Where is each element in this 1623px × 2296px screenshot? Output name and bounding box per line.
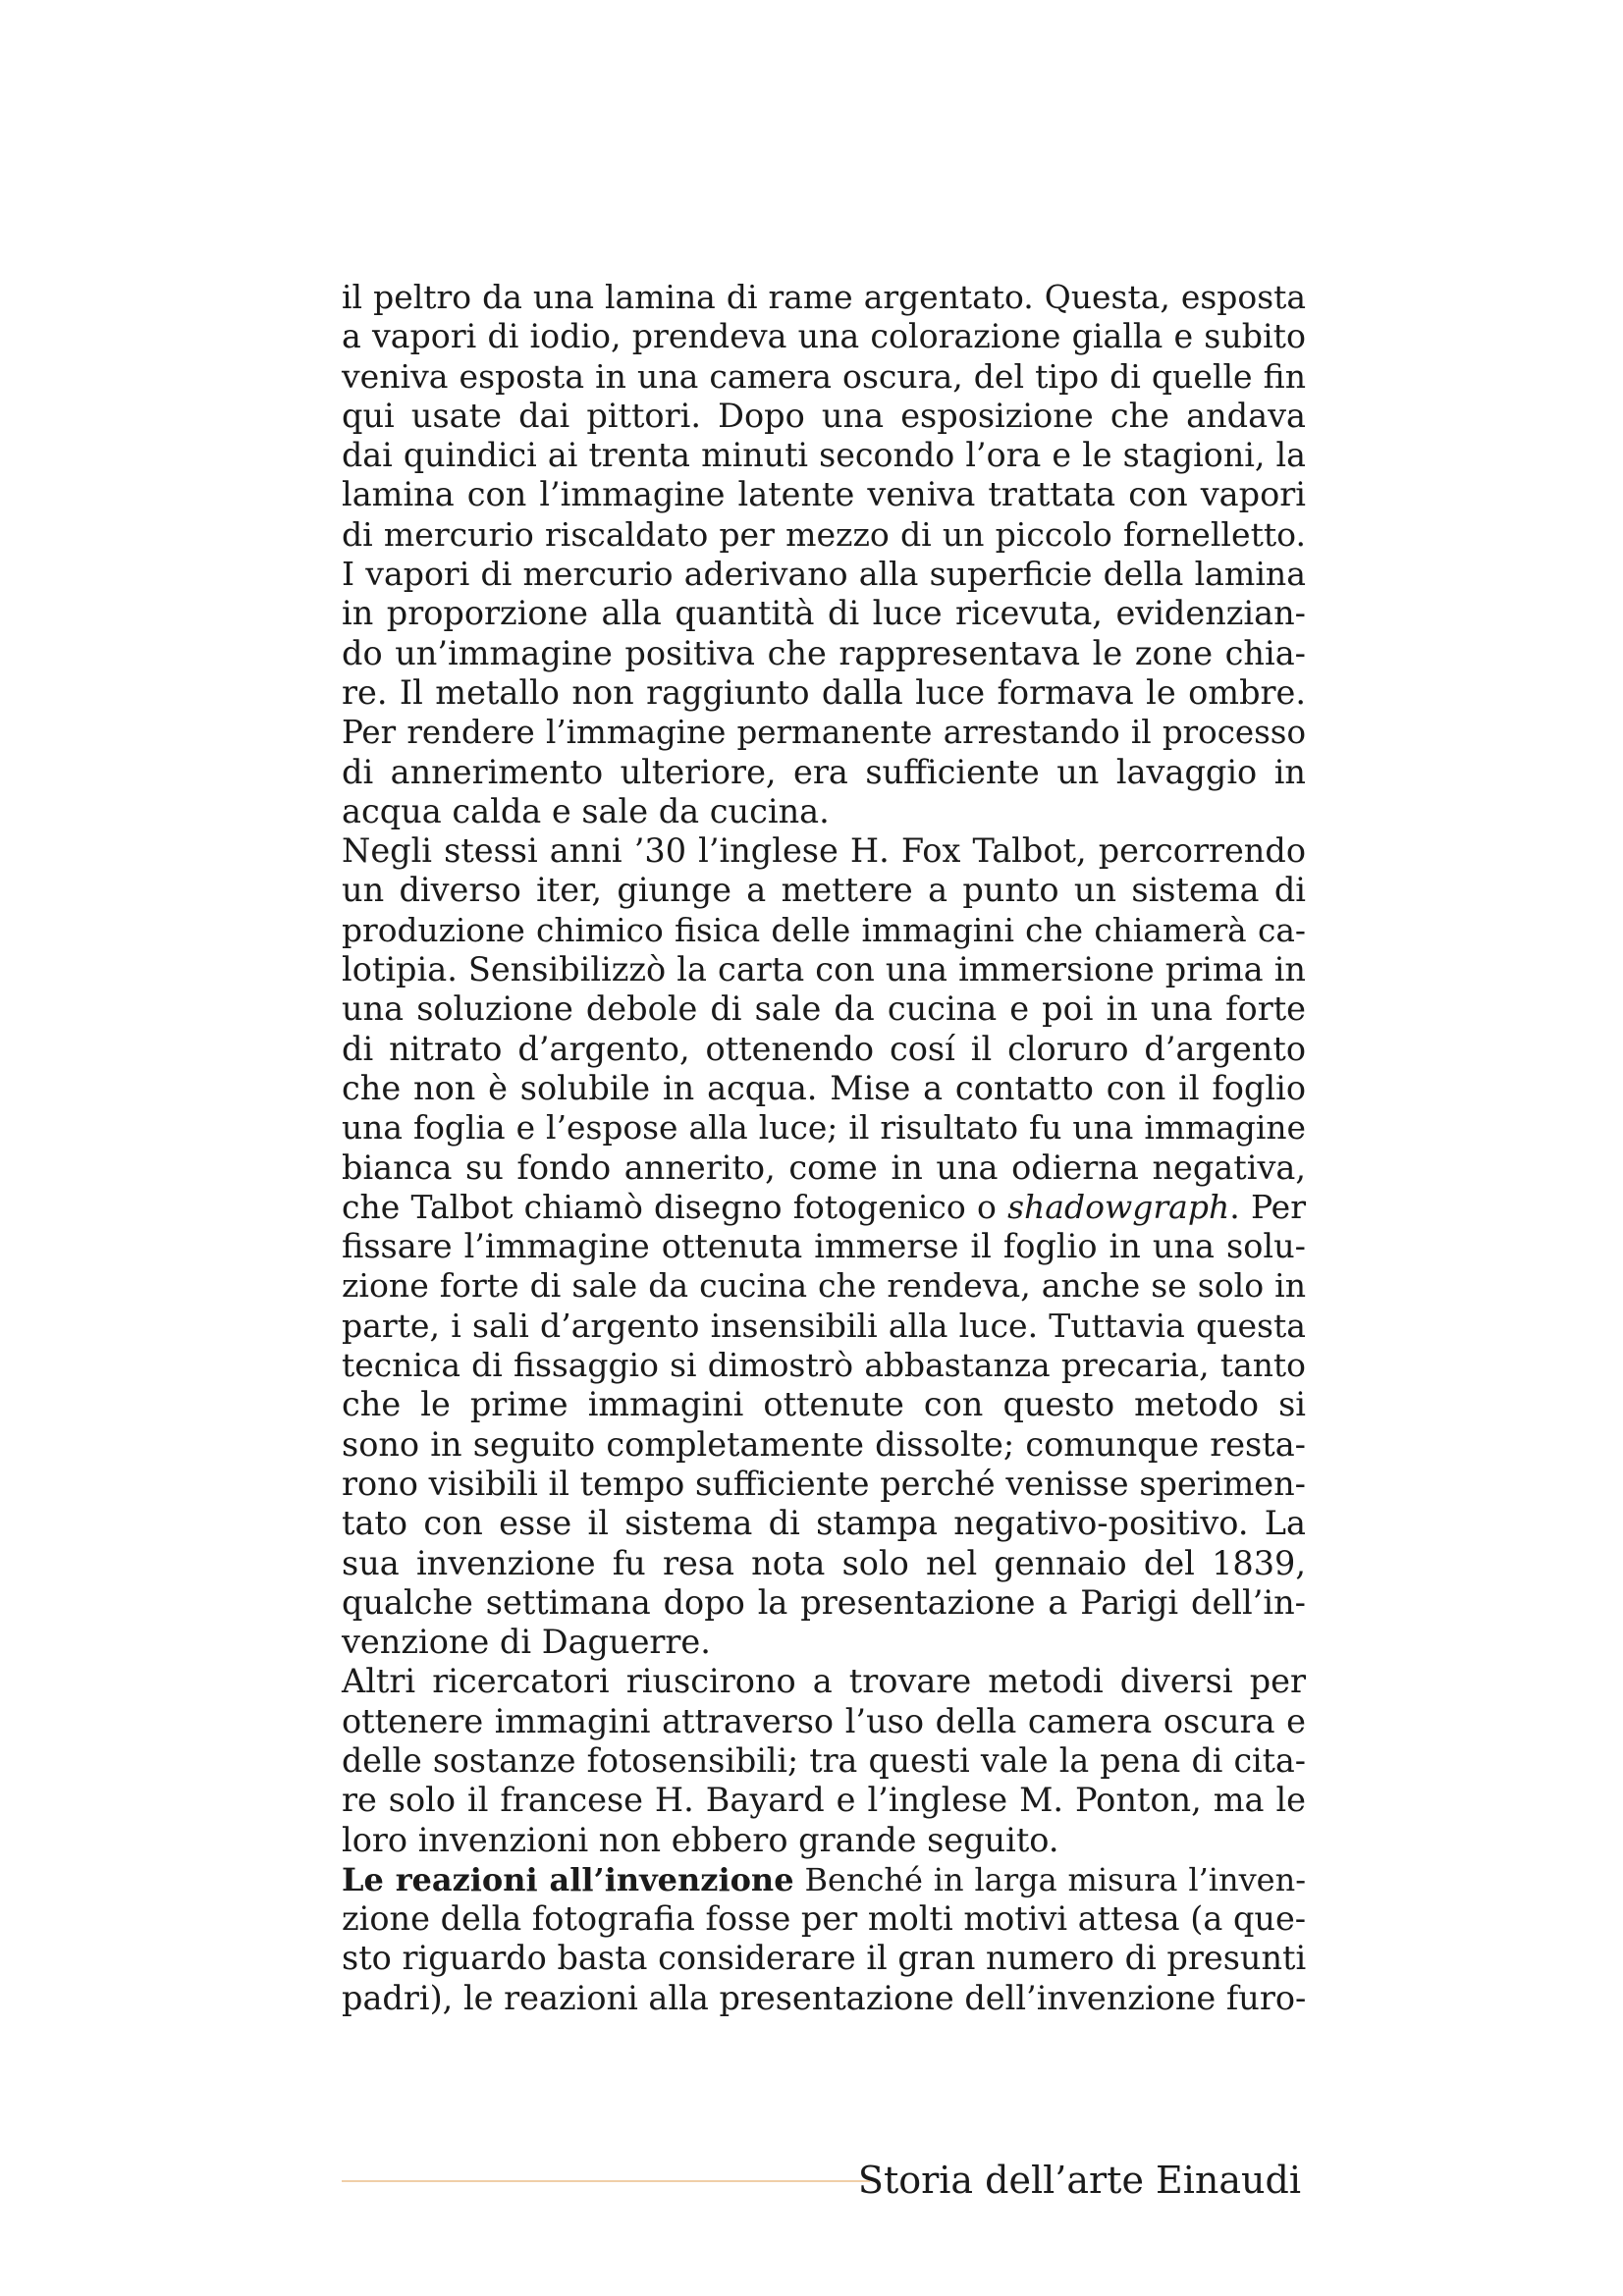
text-line: che le prime immagini ottenute con questo metodo si [342,1385,1306,1424]
text-segment: Benché in larga misura l’inven- [793,1860,1306,1898]
text-line: loro invenzioni non ebbero grande seguito. [342,1820,1059,1859]
text-line-shadowgraph [342,1188,1306,1227]
text-line: fissare l’immagine ottenuta immerse il foglio in una solu- [342,1227,1306,1266]
text-line: Negli stessi anni ’30 l’inglese H. Fox Talbot, percorrendo [342,831,1306,871]
text-line: padri), le reazioni alla presentazione dell’invenzione furo- [342,1978,1307,2017]
text-line: di mercurio riscaldato per mezzo di un piccolo fornelletto. [342,514,1306,554]
footer-publication-title: Storia dell’arte Einaudi [857,2159,1301,2202]
text-line: lamina con l’immagine latente veniva trattata con vapori [342,475,1306,514]
text-line: qualche settimana dopo la presentazione a Parigi dell’in- [342,1582,1306,1622]
text-line: il peltro da una lamina di rame argentato. Questa, esposta [342,278,1306,316]
text-line-section-start [342,1860,1306,1899]
text-line: produzione chimico fisica delle immagini che chiamerà ca- [342,911,1306,949]
text-segment: che Talbot chiamò disegno fotogenico o [342,1187,1008,1226]
text-line: che non è solubile in acqua. Mise a contatto con il foglio [342,1068,1306,1107]
text-line: re solo il francese H. Bayard e l’inglese M. Ponton, ma le [342,1781,1306,1820]
text-line: I vapori di mercurio aderivano alla superficie della lamina [342,555,1306,594]
text-line: tecnica di fissaggio si dimostrò abbastanza precaria, tanto [342,1346,1306,1385]
text-line: zione della fotografia fosse per molti motivi attesa (a que- [342,1899,1307,1939]
text-line: di annerimento ulteriore, era sufficiente un lavaggio in [342,752,1306,791]
text-line: una foglia e l’espose alla luce; il risultato fu una immagine [342,1108,1306,1148]
section-heading: Le reazioni all’invenzione [342,1860,794,1898]
text-line: re. Il metallo non raggiunto dalla luce formava le ombre. [342,672,1306,712]
text-line: sto riguardo basta considerare il gran numero di presunti [342,1939,1307,1978]
text-line: veniva esposta in una camera oscura, del tipo di quelle fin [342,356,1306,396]
text-line: delle sostanze fotosensibili; tra questi vale la pena di cita- [342,1740,1306,1780]
text-line: lotipia. Sensibilizzò la carta con una immersione prima in [342,950,1306,989]
text-line: bianca su fondo annerito, come in una odierna negativa, [342,1148,1306,1187]
text-segment: . Per [1229,1187,1306,1226]
text-line: acqua calda e sale da cucina. [342,791,830,830]
text-line: tato con esse il sistema di stampa negativo-positivo. La [342,1504,1306,1543]
body-text [342,278,1306,2018]
text-line: do un’immagine positiva che rappresentava le zone chia- [342,633,1306,672]
text-line: un diverso iter, giunge a mettere a punto un sistema di [342,871,1306,910]
text-line: Altri ricercatori riuscirono a trovare metodi diversi per [342,1662,1306,1701]
text-line: una soluzione debole di sale da cucina e poi in una forte [342,989,1306,1029]
text-line: Per rendere l’immagine permanente arrestando il processo [342,714,1306,752]
italic-term: shadowgraph [1007,1187,1230,1226]
text-line: venzione di Daguerre. [342,1623,711,1662]
text-line: in proporzione alla quantità di luce ricevuta, evidenzian- [342,594,1306,633]
text-line: sono in seguito completamente dissolte; comunque resta- [342,1424,1306,1464]
footer-divider [342,2180,870,2182]
text-line: ottenere immagini attraverso l’uso della camera oscura e [342,1701,1306,1740]
text-line: sua invenzione fu resa nota solo nel gennaio del 1839, [342,1543,1306,1582]
text-line: a vapori di iodio, prendeva una colorazione gialla e subito [342,317,1306,356]
text-line: qui usate dai pittori. Dopo una esposizione che andava [342,396,1306,435]
text-line: dai quindici ai trenta minuti secondo l’ora e le stagioni, la [342,436,1306,475]
text-line: zione forte di sale da cucina che rendeva, anche se solo in [342,1266,1306,1306]
text-line: parte, i sali d’argento insensibili alla luce. Tuttavia questa [342,1306,1306,1345]
text-line: rono visibili il tempo sufficiente perché venisse sperimen- [342,1464,1306,1503]
text-line: di nitrato d’argento, ottenendo cosí il cloruro d’argento [342,1029,1306,1068]
